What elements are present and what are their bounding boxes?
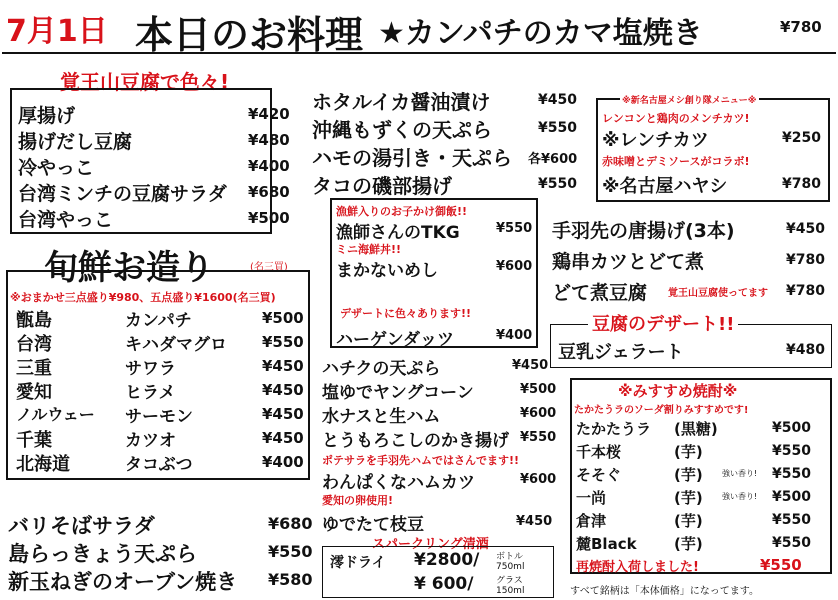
menu-price: ¥250 xyxy=(782,130,821,146)
shochu-name: たかたうラ xyxy=(576,420,652,438)
menu-price: 各¥600 xyxy=(528,152,578,167)
menu-item: バリそばサラダ xyxy=(8,514,155,538)
menu-price: ¥480 xyxy=(248,131,290,149)
menu-item: とうもろこしのかき揚げ xyxy=(322,431,509,451)
feature-item: ★カンパチのカマ塩焼き xyxy=(378,16,703,51)
menu-item: 揚げだし豆腐 xyxy=(18,131,133,153)
menu-item: 漁師さんのTKG xyxy=(336,223,460,243)
menu-item: ※名古屋ハヤシ xyxy=(602,176,728,197)
dessert-note: デザートに色々あります!! xyxy=(340,307,472,320)
menu-price: ¥450 xyxy=(262,405,304,423)
menu-price: ¥400 xyxy=(248,157,290,175)
shochu-title: ※みすすめ焼酎※ xyxy=(618,382,738,400)
menu-price: ¥550 xyxy=(496,221,533,236)
menu-price: ¥550 xyxy=(772,443,811,459)
menu-price: ¥400 xyxy=(496,328,533,343)
menu-item: 厚揚げ xyxy=(18,105,76,127)
menu-price: ¥550 xyxy=(772,466,811,482)
menu-price: ¥550 xyxy=(520,430,557,445)
origin: 台湾 xyxy=(16,334,52,355)
nagoya-note: レンコンと鶏肉のメンチカツ! xyxy=(602,112,750,125)
menu-item: ※レンチカツ xyxy=(602,130,709,151)
menu-price: ¥580 xyxy=(268,570,313,589)
shochu-type: (芋) xyxy=(674,443,703,461)
middle-note2: 愛知の卵使用! xyxy=(322,494,394,507)
sparkling-price-bottle: ¥2800/ xyxy=(414,550,480,570)
nagoya-title: ※新名古屋メシ創り隊メニュー※ xyxy=(620,93,759,106)
sashimi-note: ※おまかせ三点盛り¥980、五点盛り¥1600(名三買) xyxy=(10,291,276,304)
sparkling-price-glass: ¥ 600/ xyxy=(414,574,474,594)
menu-price: ¥550 xyxy=(538,120,577,136)
fish: キハダマグロ xyxy=(125,335,227,355)
origin: 三重 xyxy=(16,358,52,379)
date: 7月1日 xyxy=(6,14,108,49)
shochu-note: たかたうラのソーダ割りみすすめです! xyxy=(574,405,749,416)
menu-price: ¥450 xyxy=(786,221,825,237)
origin: 愛知 xyxy=(16,382,52,403)
tofu-dessert-title: 豆腐のデザート!! xyxy=(588,310,738,336)
fish: カツオ xyxy=(125,431,176,451)
origin: ノルウェー xyxy=(16,405,95,424)
menu-price: ¥780 xyxy=(786,252,825,268)
middle-note: ポテサラを手羽先ハムではさんでます!! xyxy=(322,454,520,467)
menu-item: タコの磯部揚げ xyxy=(312,174,452,198)
menu-price: ¥780 xyxy=(782,176,821,192)
sashimi-title-note: (名三買) xyxy=(250,262,288,273)
menu-price: ¥450 xyxy=(262,357,304,375)
menu-item: 台湾ミンチの豆腐サラダ xyxy=(18,183,227,205)
menu-price: ¥680 xyxy=(248,183,290,201)
shochu-new-price: ¥550 xyxy=(760,556,802,574)
shochu-extra: 強い香り! xyxy=(722,469,758,478)
menu-item: わんぱくなハムカツ xyxy=(322,473,475,493)
fish: タコぶつ xyxy=(125,455,193,475)
page-title: 本日のお料理 xyxy=(135,13,364,57)
menu-item: どて煮豆腐 xyxy=(552,282,648,304)
menu-price: ¥600 xyxy=(520,406,557,421)
menu-item: 冷やっこ xyxy=(18,157,95,179)
menu-price: ¥550 xyxy=(772,512,811,528)
menu-item: ハチクの天ぷら xyxy=(322,359,441,379)
fish: カンパチ xyxy=(125,311,192,331)
menu-price: ¥400 xyxy=(262,453,304,471)
menu-price: ¥780 xyxy=(786,283,825,299)
shochu-type: (芋) xyxy=(674,535,703,553)
shochu-name: そそぐ xyxy=(576,466,622,484)
origin: 千葉 xyxy=(16,430,52,451)
menu-item: 新玉ねぎのオーブン焼き xyxy=(8,570,238,594)
fish: サワラ xyxy=(125,359,176,379)
menu-item: ハモの湯引き・天ぷら xyxy=(312,146,512,170)
sashimi-title: 旬鮮お造り xyxy=(44,248,214,288)
menu-price: ¥550 xyxy=(268,542,313,561)
sparkling-size-bottle: ボトル 750ml xyxy=(496,552,525,572)
header-underline xyxy=(0,50,838,56)
menu-price: ¥500 xyxy=(262,309,304,327)
menu-item: 手羽先の唐揚げ(3本) xyxy=(552,220,735,242)
menu-price: ¥550 xyxy=(262,333,304,351)
menu-price: ¥550 xyxy=(772,535,811,551)
menu-item: 島らっきょう天ぷら xyxy=(8,542,197,566)
menu-item: 豆乳ジェラート xyxy=(558,342,684,363)
menu-price: ¥600 xyxy=(496,259,533,274)
menu-price: ¥420 xyxy=(248,105,290,123)
origin: 北海道 xyxy=(16,454,70,475)
menu-item: ゆでたて枝豆 xyxy=(322,515,424,535)
menu-item: 沖縄もずくの天ぷら xyxy=(312,118,492,142)
menu-item: 塩ゆでヤングコーン xyxy=(322,383,474,403)
rice-sub: ミニ海鮮丼!! xyxy=(336,243,402,256)
menu-price: ¥500 xyxy=(248,209,290,227)
menu-item: まかないめし xyxy=(336,261,438,281)
menu-price: ¥450 xyxy=(538,92,577,108)
shochu-name: 麓Black xyxy=(576,535,637,553)
menu-price: ¥680 xyxy=(268,514,313,533)
menu-price: ¥500 xyxy=(772,489,811,505)
menu-price: ¥450 xyxy=(262,429,304,447)
fish: ヒラメ xyxy=(125,383,176,403)
shochu-name: 倉津 xyxy=(576,512,607,530)
shochu-name: 千本桜 xyxy=(576,443,622,461)
shochu-name: 一尚 xyxy=(576,489,607,507)
menu-price: ¥450 xyxy=(516,514,553,529)
origin: 甑島 xyxy=(16,310,52,331)
menu-price: ¥500 xyxy=(772,420,811,436)
menu-item: 水ナスと生ハム xyxy=(322,407,441,427)
feature-price: ¥780 xyxy=(780,18,822,36)
fish: サーモン xyxy=(125,407,193,427)
rice-title: 漁鮮入りのお子かけ御飯!! xyxy=(336,205,468,218)
shochu-new-note: 再焼酎入荷しました! xyxy=(576,560,699,575)
shochu-extra: 強い香り! xyxy=(722,492,758,501)
sparkling-size-glass: グラス 150ml xyxy=(496,576,525,596)
sparkling-name: 澪ドライ xyxy=(330,555,386,571)
menu-price: ¥450 xyxy=(262,381,304,399)
menu-price: ¥500 xyxy=(520,382,557,397)
menu-item: ハーゲンダッツ xyxy=(336,330,454,350)
shochu-type: (芋) xyxy=(674,489,703,507)
menu-price: ¥550 xyxy=(538,176,577,192)
menu-item: ホタルイカ醤油漬け xyxy=(312,90,491,114)
tofu-title: 覚王山豆腐で色々! xyxy=(60,70,230,94)
shochu-type: (芋) xyxy=(674,512,703,530)
menu-item: 鶏串カツとどて煮 xyxy=(552,251,705,273)
menu-item: 台湾やっこ xyxy=(18,209,114,231)
shochu-type: (黒糖) xyxy=(674,420,718,438)
sparkling-title: スパークリング清酒 xyxy=(372,537,489,552)
menu-price: ¥600 xyxy=(520,472,557,487)
shochu-footer: すべて銘柄は「本体価格」になってます。 xyxy=(570,586,759,597)
shochu-type: (芋) xyxy=(674,466,703,484)
menu-item-note: 覚王山豆腐使ってます xyxy=(668,288,768,299)
nagoya-note2: 赤味噌とデミソースがコラボ! xyxy=(602,155,750,168)
menu-price: ¥480 xyxy=(786,342,825,358)
menu-price: ¥450 xyxy=(512,358,549,373)
